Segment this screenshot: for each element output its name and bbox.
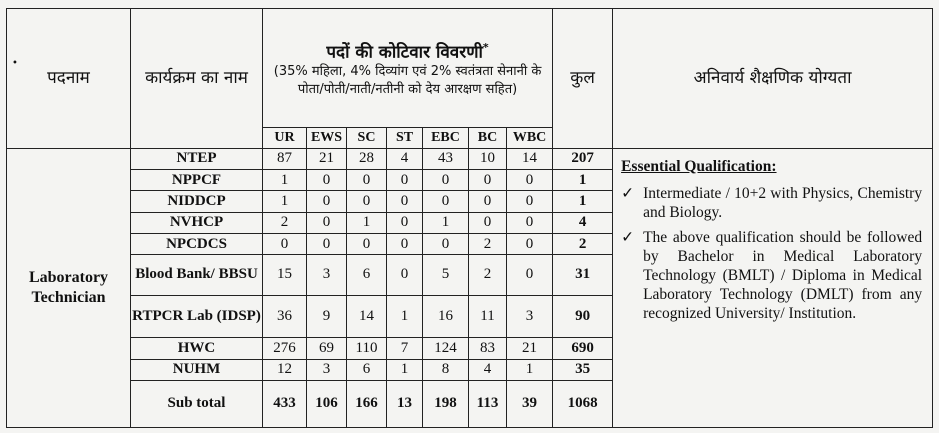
count-ur: 2	[263, 212, 307, 233]
count-sc: 0	[347, 191, 387, 212]
category-header-bc: BC	[469, 128, 507, 148]
vacancy-table	[6, 8, 933, 428]
count-sc: 14	[347, 295, 387, 338]
count-ews: 0	[307, 191, 347, 212]
count-st: 0	[387, 191, 423, 212]
count-wbc: 0	[507, 212, 553, 233]
count-st: 1	[387, 359, 423, 380]
row-total: 1	[553, 169, 613, 190]
category-header-ur: UR	[263, 128, 307, 148]
category-header-st: ST	[387, 128, 423, 148]
row-total: 35	[553, 359, 613, 380]
count-sc: 1	[347, 212, 387, 233]
count-ebc: 5	[423, 255, 469, 296]
header-allocation	[263, 9, 553, 128]
count-bc: 0	[469, 191, 507, 212]
program-name: HWC	[131, 338, 263, 359]
header-designation: पदनाम	[7, 9, 131, 149]
count-ur: 12	[263, 359, 307, 380]
allocation-title: पदों की कोटिवार विवरणी*	[326, 40, 489, 63]
count-st: 1	[387, 295, 423, 338]
count-ews: 3	[307, 359, 347, 380]
count-st: 0	[387, 169, 423, 190]
count-bc: 4	[469, 359, 507, 380]
subtotal-wbc: 39	[507, 380, 553, 427]
count-st: 0	[387, 233, 423, 254]
program-name: NPPCF	[131, 169, 263, 190]
check-icon: ✓	[621, 228, 635, 246]
count-sc: 110	[347, 338, 387, 359]
row-total: 207	[553, 148, 613, 169]
count-st: 0	[387, 255, 423, 296]
category-header-ebc: EBC	[423, 128, 469, 148]
count-ebc: 0	[423, 169, 469, 190]
count-ur: 0	[263, 233, 307, 254]
count-sc: 6	[347, 359, 387, 380]
count-bc: 2	[469, 233, 507, 254]
count-ews: 9	[307, 295, 347, 338]
category-header-sc: SC	[347, 128, 387, 148]
count-ebc: 124	[423, 338, 469, 359]
count-ur: 276	[263, 338, 307, 359]
count-ur: 1	[263, 169, 307, 190]
stray-dot: •	[12, 58, 18, 69]
allocation-note: (35% महिला, 4% दिव्यांग एवं 2% स्वतंत्रता सेनानी के पोता/पोती/नाती/नतीनी को देय आरक्षण सहित)	[273, 63, 542, 97]
row-total: 31	[553, 255, 613, 296]
count-ebc: 8	[423, 359, 469, 380]
row-total: 2	[553, 233, 613, 254]
row-total: 690	[553, 338, 613, 359]
check-icon: ✓	[621, 184, 635, 202]
count-sc: 6	[347, 255, 387, 296]
count-ews: 69	[307, 338, 347, 359]
count-wbc: 1	[507, 359, 553, 380]
count-ebc: 0	[423, 233, 469, 254]
count-wbc: 0	[507, 255, 553, 296]
category-header-wbc: WBC	[507, 128, 553, 148]
count-ews: 0	[307, 169, 347, 190]
count-ews: 0	[307, 212, 347, 233]
count-wbc: 0	[507, 169, 553, 190]
count-ebc: 0	[423, 191, 469, 212]
qualification-item	[621, 184, 922, 222]
count-wbc: 3	[507, 295, 553, 338]
count-wbc: 21	[507, 338, 553, 359]
subtotal-ews: 106	[307, 380, 347, 427]
count-ur: 1	[263, 191, 307, 212]
subtotal-st: 13	[387, 380, 423, 427]
row-total: 4	[553, 212, 613, 233]
count-ebc: 43	[423, 148, 469, 169]
count-wbc: 0	[507, 233, 553, 254]
program-name: NIDDCP	[131, 191, 263, 212]
count-bc: 83	[469, 338, 507, 359]
count-sc: 0	[347, 233, 387, 254]
subtotal-total: 1068	[553, 380, 613, 427]
row-total: 1	[553, 191, 613, 212]
count-sc: 28	[347, 148, 387, 169]
header-program-name: कार्यक्रम का नाम	[131, 9, 263, 149]
count-st: 4	[387, 148, 423, 169]
count-bc: 2	[469, 255, 507, 296]
count-ur: 36	[263, 295, 307, 338]
category-header-ews: EWS	[307, 128, 347, 148]
program-name: RTPCR Lab (IDSP)	[131, 295, 263, 338]
count-ebc: 1	[423, 212, 469, 233]
qualification-title: Essential Qualification:	[621, 157, 777, 175]
program-name: NUHM	[131, 359, 263, 380]
qualification-item-text: The above qualification should be followed by Bachelor in Medical Laboratory Technology (BMLT) / Diploma in Medical Laboratory Technology (DMLT) from any recognized University/ Institution.	[643, 228, 923, 322]
count-wbc: 0	[507, 191, 553, 212]
designation-cell: Laboratory Technician	[7, 148, 131, 427]
count-ur: 87	[263, 148, 307, 169]
qualification-item-text: Intermediate / 10+2 with Physics, Chemistry and Biology.	[643, 184, 923, 221]
count-ews: 3	[307, 255, 347, 296]
count-bc: 0	[469, 212, 507, 233]
subtotal-sc: 166	[347, 380, 387, 427]
qualification-item	[621, 228, 922, 323]
header-total: कुल	[553, 9, 613, 149]
count-ebc: 16	[423, 295, 469, 338]
header-qualification: अनिवार्य शैक्षणिक योग्यता	[613, 9, 933, 149]
count-ews: 0	[307, 233, 347, 254]
count-ur: 15	[263, 255, 307, 296]
program-name: NVHCP	[131, 212, 263, 233]
row-total: 90	[553, 295, 613, 338]
count-st: 7	[387, 338, 423, 359]
count-bc: 11	[469, 295, 507, 338]
count-bc: 0	[469, 169, 507, 190]
subtotal-label: Sub total	[131, 380, 263, 427]
program-name: NTEP	[131, 148, 263, 169]
program-name: NPCDCS	[131, 233, 263, 254]
count-bc: 10	[469, 148, 507, 169]
table-row	[7, 148, 933, 169]
subtotal-bc: 113	[469, 380, 507, 427]
count-wbc: 14	[507, 148, 553, 169]
subtotal-ur: 433	[263, 380, 307, 427]
qualification-cell	[613, 148, 933, 427]
count-ews: 21	[307, 148, 347, 169]
subtotal-ebc: 198	[423, 380, 469, 427]
program-name: Blood Bank/ BBSU	[131, 255, 263, 296]
count-st: 0	[387, 212, 423, 233]
qualification-list	[621, 184, 922, 323]
count-sc: 0	[347, 169, 387, 190]
